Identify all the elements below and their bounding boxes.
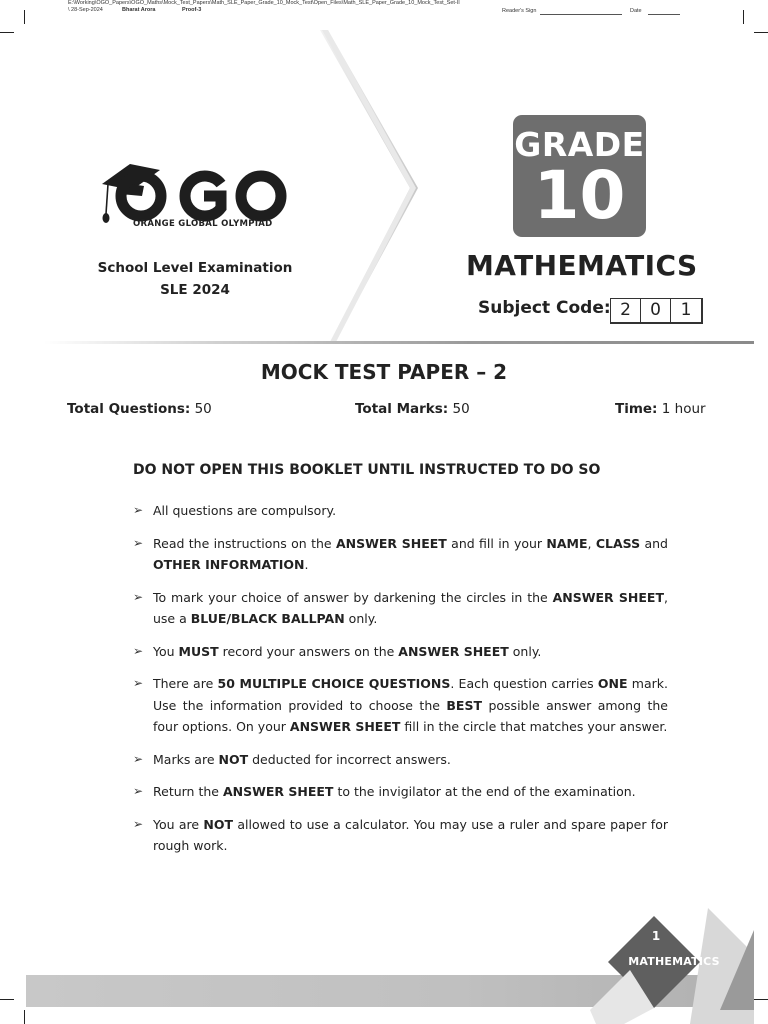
chevron-divider-graphic: [300, 30, 430, 350]
instruction-item: [133, 814, 668, 857]
instruction-item: [133, 673, 668, 738]
subject-code-boxes: [610, 298, 703, 324]
subject-code-digit: 0: [641, 299, 671, 322]
crop-mark-bottom-left-h: [0, 999, 14, 1000]
instruction-emphasis: NAME: [546, 535, 588, 551]
instruction-text: fill in the circle that matches your answer.: [400, 719, 668, 734]
arrow-bullet-icon: ➢: [133, 816, 144, 831]
instruction-emphasis: OTHER INFORMATION: [153, 557, 305, 572]
instruction-item: [133, 533, 668, 576]
subject-code-digit: 2: [611, 299, 641, 322]
instruction-item: [133, 587, 668, 630]
grade-number: 10: [533, 157, 626, 234]
arrow-bullet-icon: ➢: [133, 784, 144, 798]
print-date-slug: \ 28-Sep-2024: [68, 7, 103, 13]
instruction-emphasis: ANSWER SHEET: [398, 643, 509, 659]
proof-slug: Proof-3: [182, 7, 202, 13]
instruction-emphasis: ANSWER SHEET: [289, 719, 401, 734]
logo-subtitle: ORANGE GLOBAL OLYMPIAD: [133, 219, 273, 229]
subject-title: MATHEMATICS: [466, 249, 698, 282]
instruction-text: mark. Use the information provided to choose the: [153, 676, 668, 713]
instruction-text: only.: [508, 643, 542, 659]
instruction-emphasis: 50 MULTIPLE CHOICE QUESTIONS: [217, 676, 451, 691]
readers-sign-line: [540, 14, 622, 15]
instruction-emphasis: NOT: [218, 751, 249, 767]
readers-sign-label: Reader's Sign: [502, 8, 537, 14]
arrow-bullet-icon: ➢: [133, 589, 144, 604]
crop-mark-bottom-left-v: [24, 1010, 25, 1024]
exam-code: SLE 2024: [160, 282, 230, 298]
time-limit: [615, 401, 706, 417]
instruction-emphasis: CLASS: [595, 535, 641, 551]
paper-title: MOCK TEST PAPER – 2: [260, 360, 508, 384]
instruction-text: .: [304, 557, 309, 572]
subject-code-label: Subject Code:: [478, 298, 611, 318]
header-divider: [44, 341, 754, 344]
exam-level: School Level Examination: [97, 260, 293, 276]
crop-mark-top-left-h: [0, 32, 14, 33]
instruction-text: to the invigilator at the end of the examination.: [333, 784, 636, 799]
instruction-item: [133, 781, 668, 803]
instruction-text: possible answer among the four options. On your: [153, 697, 668, 734]
instruction-text: only.: [344, 611, 378, 626]
instruction-item: [133, 500, 668, 522]
crop-mark-top-right-h: [754, 32, 768, 33]
total-questions-label: Total Questions:: [67, 401, 191, 417]
instruction-text: and: [640, 535, 668, 551]
date-label: Date: [630, 8, 642, 14]
arrow-bullet-icon: ➢: [133, 643, 144, 658]
booklet-warning: DO NOT OPEN THIS BOOKLET UNTIL INSTRUCTED TO DO SO: [133, 462, 601, 478]
instruction-emphasis: ANSWER SHEET: [552, 589, 665, 605]
instruction-text: deducted for incorrect answers.: [248, 751, 451, 767]
instruction-text: You: [153, 643, 179, 659]
arrow-bullet-icon: ➢: [133, 676, 144, 690]
date-line: [648, 14, 680, 15]
grade-label: GRADE: [514, 125, 645, 164]
instruction-emphasis: ANSWER SHEET: [222, 784, 334, 799]
instruction-text: record your answers on the: [218, 643, 399, 659]
instruction-text: There are: [153, 676, 218, 691]
total-marks: [355, 401, 470, 417]
time-value: 1 hour: [661, 401, 706, 417]
instruction-emphasis: ANSWER SHEET: [335, 535, 447, 551]
instruction-text: Return the: [153, 784, 223, 799]
instruction-emphasis: ONE: [597, 676, 628, 691]
arrow-bullet-icon: ➢: [133, 503, 144, 517]
total-questions-value: 50: [194, 401, 212, 417]
instruction-emphasis: BEST: [446, 697, 483, 713]
crop-mark-top-left-v: [24, 10, 25, 24]
instruction-emphasis: BLUE/BLACK BALLPAN: [190, 611, 345, 626]
total-questions: [67, 401, 212, 417]
subject-code-digit: 1: [680, 300, 692, 320]
instruction-text: Marks are: [153, 751, 219, 767]
arrow-bullet-icon: ➢: [133, 751, 144, 766]
author-slug: Bharat Arora: [122, 7, 156, 13]
instruction-text: Read the instructions on the: [153, 535, 336, 551]
total-marks-label: Total Marks:: [355, 401, 449, 417]
time-label: Time:: [615, 401, 658, 417]
file-path-slug: E:\Working\OGO_Papers\OGO_Maths\Mock_Test_Papers\Math_SLE_Paper_Grade_10_Mock_Test\Open_Files\Math_SLE_Paper_Grade_10_Mock_Test_Set-II: [68, 0, 460, 6]
instruction-text: and fill in your: [446, 535, 547, 551]
instruction-item: [133, 641, 668, 663]
total-marks-value: 50: [452, 401, 470, 417]
instruction-emphasis: MUST: [178, 643, 219, 659]
instruction-text: All questions are compulsory.: [153, 503, 337, 518]
crop-mark-top-right-v: [743, 10, 744, 24]
instruction-text: , use a: [153, 589, 668, 626]
page-number: 1: [651, 929, 661, 943]
instruction-text: allowed to use a calculator. You may use a ruler and spare paper for rough work.: [153, 816, 668, 853]
instruction-text: You are: [153, 816, 204, 832]
footer-subject: MATHEMATICS: [628, 955, 720, 968]
instruction-text: . Each question carries: [450, 676, 598, 691]
instruction-emphasis: NOT: [203, 816, 234, 832]
grade-badge: [513, 115, 646, 237]
arrow-bullet-icon: ➢: [133, 535, 144, 550]
instruction-item: [133, 749, 668, 771]
instruction-text: To mark your choice of answer by darkening the circles in the: [153, 589, 553, 605]
instructions-list: [133, 500, 668, 868]
instruction-text: ,: [587, 535, 596, 551]
